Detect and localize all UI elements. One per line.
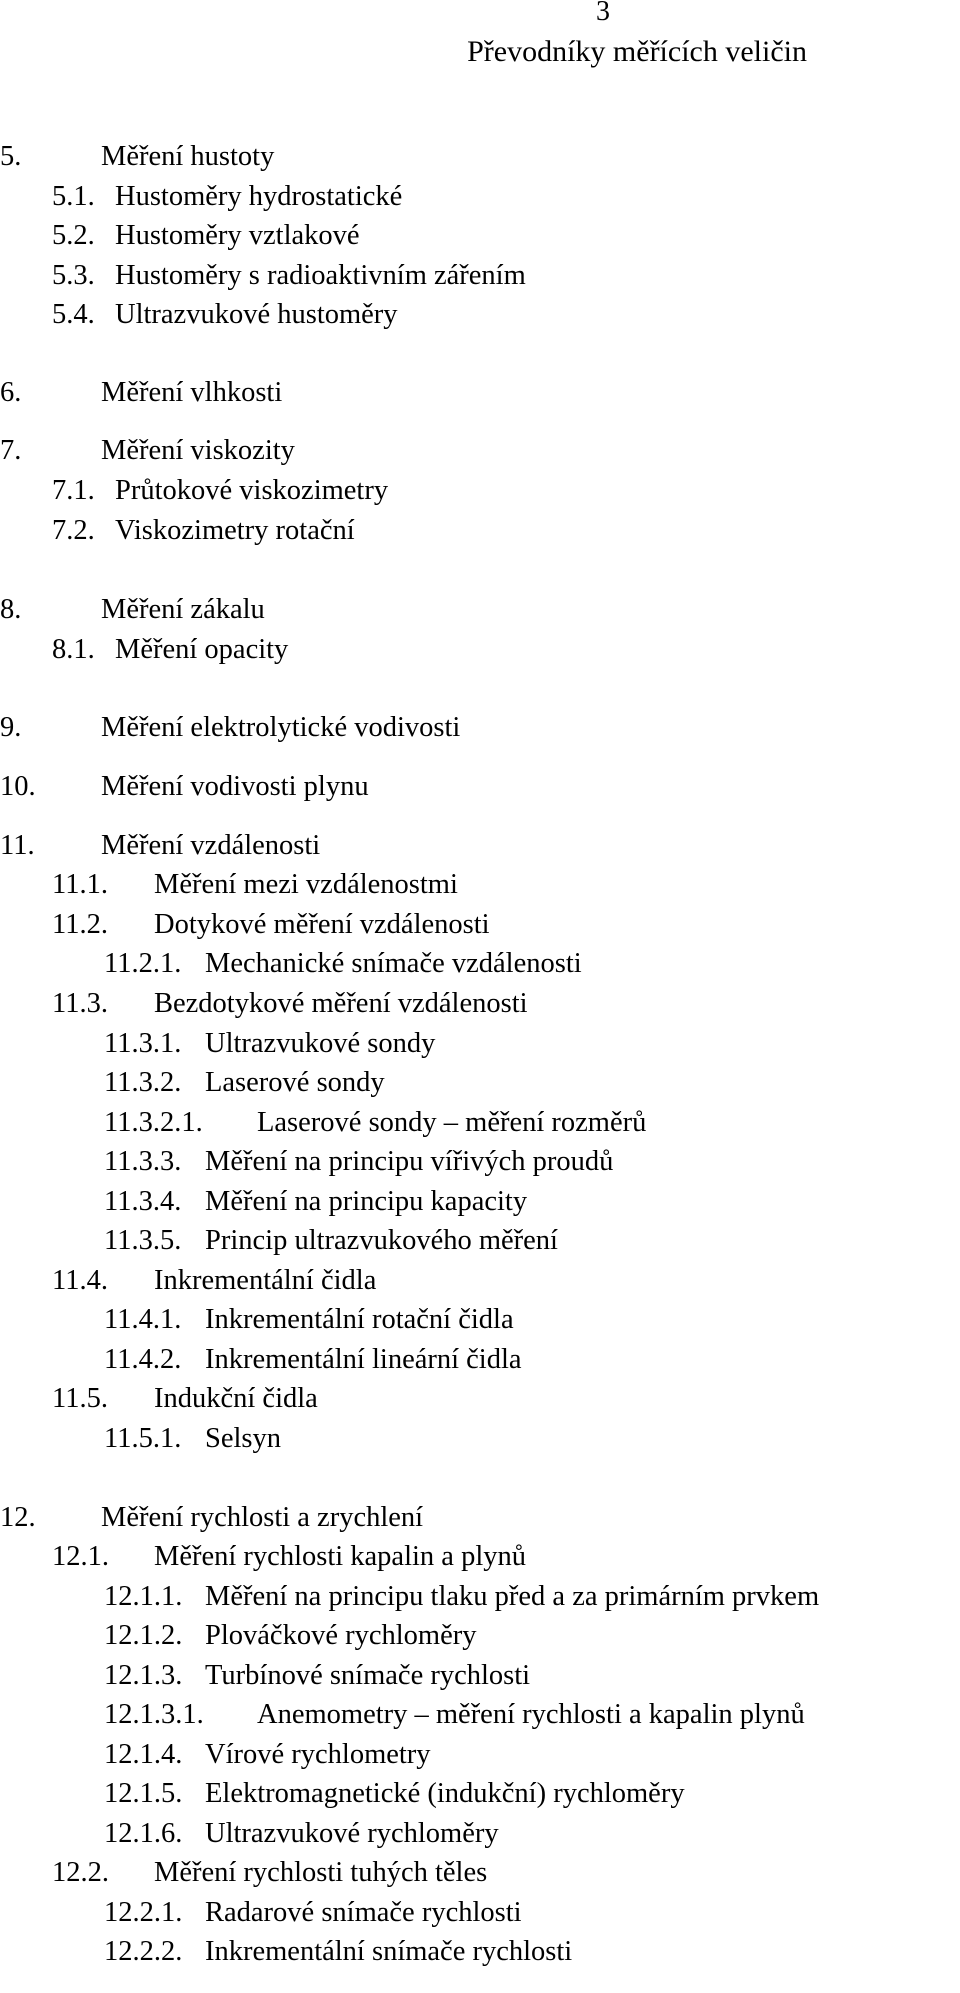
toc-entry-number: 12.1.6.	[104, 1818, 183, 1849]
toc-entry-title: Indukční čidla	[154, 1383, 318, 1414]
page-number: 3	[596, 0, 610, 27]
toc-entry-number: 5.	[0, 141, 22, 172]
toc-entry-number: 8.1.	[52, 634, 95, 665]
toc-entry-number: 11.5.	[52, 1383, 108, 1414]
toc-entry-number: 12.1.4.	[104, 1739, 183, 1770]
toc-entry-number: 11.3.	[52, 988, 108, 1019]
toc-entry-number: 9.	[0, 712, 22, 743]
toc-entry-number: 6.	[0, 377, 22, 408]
toc-entry-number: 11.4.2.	[104, 1344, 182, 1375]
toc-entry-title: Měření vodivosti plynu	[101, 771, 369, 802]
toc-entry-number: 12.1.	[52, 1541, 109, 1572]
toc-entry-title: Inkrementální lineární čidla	[205, 1344, 522, 1375]
toc-entry-title: Laserové sondy – měření rozměrů	[257, 1107, 647, 1138]
toc-entry-number: 12.2.	[52, 1857, 109, 1888]
toc-entry-title: Bezdotykové měření vzdálenosti	[154, 988, 528, 1019]
toc-entry-title: Viskozimetry rotační	[115, 515, 355, 546]
toc-entry-title: Měření rychlosti tuhých těles	[154, 1857, 488, 1888]
toc-entry-number: 11.3.2.	[104, 1067, 182, 1098]
toc-entry-title: Inkrementální snímače rychlosti	[205, 1936, 573, 1967]
toc-entry-title: Měření rychlosti kapalin a plynů	[154, 1541, 526, 1572]
toc-entry-title: Měření hustoty	[101, 141, 275, 172]
toc-entry-number: 12.1.2.	[104, 1620, 183, 1651]
toc-entry-number: 7.2.	[52, 515, 95, 546]
toc-entry-number: 11.2.	[52, 909, 108, 940]
toc-entry-title: Ultrazvukové hustoměry	[115, 299, 398, 330]
toc-entry-title: Průtokové viskozimetry	[115, 475, 389, 506]
toc-entry-number: 5.3.	[52, 260, 95, 291]
toc-entry-number: 11.4.1.	[104, 1304, 182, 1335]
toc-entry-title: Hustoměry vztlakové	[115, 220, 360, 251]
toc-entry-number: 11.	[0, 830, 35, 861]
toc-entry-title: Měření zákalu	[101, 594, 265, 625]
toc-entry-title: Měření viskozity	[101, 435, 295, 466]
toc-entry-title: Dotykové měření vzdálenosti	[154, 909, 490, 940]
toc-entry-number: 7.1.	[52, 475, 95, 506]
toc-entry-title: Hustoměry s radioaktivním zářením	[115, 260, 526, 291]
toc-entry-title: Měření vzdálenosti	[101, 830, 321, 861]
toc-entry-title: Měření vlhkosti	[101, 377, 283, 408]
toc-entry-title: Hustoměry hydrostatické	[115, 181, 403, 212]
toc-entry-number: 11.1.	[52, 869, 108, 900]
toc-entry-title: Měření elektrolytické vodivosti	[101, 712, 461, 743]
toc-entry-number: 11.3.1.	[104, 1028, 182, 1059]
toc-entry-title: Měření mezi vzdálenostmi	[154, 869, 458, 900]
toc-entry-title: Princip ultrazvukového měření	[205, 1225, 558, 1256]
toc-entry-number: 11.4.	[52, 1265, 108, 1296]
toc-entry-title: Inkrementální rotační čidla	[205, 1304, 514, 1335]
toc-entry-title: Měření opacity	[115, 634, 289, 665]
toc-entry-number: 12.1.3.1.	[104, 1699, 204, 1730]
toc-entry-number: 11.3.2.1.	[104, 1107, 203, 1138]
toc-entry-number: 12.	[0, 1502, 36, 1533]
toc-entry-title: Ultrazvukové rychloměry	[205, 1818, 499, 1849]
toc-entry-number: 11.3.4.	[104, 1186, 182, 1217]
toc-entry-title: Měření na principu tlaku před a za primárním prvkem	[205, 1581, 820, 1612]
toc-entry-number: 12.1.3.	[104, 1660, 183, 1691]
toc-entry-title: Inkrementální čidla	[154, 1265, 377, 1296]
toc-entry-number: 5.1.	[52, 181, 95, 212]
toc-entry-number: 12.1.1.	[104, 1581, 183, 1612]
page-header: Převodníky měřících veličin	[467, 35, 807, 68]
toc-entry-number: 5.2.	[52, 220, 95, 251]
toc-entry-title: Měření na principu kapacity	[205, 1186, 528, 1217]
toc-entry-title: Mechanické snímače vzdálenosti	[205, 948, 582, 979]
toc-entry-number: 11.5.1.	[104, 1423, 182, 1454]
toc-entry-title: Měření rychlosti a zrychlení	[101, 1502, 424, 1533]
toc-entry-title: Selsyn	[205, 1423, 282, 1454]
toc-entry-title: Vírové rychlometry	[205, 1739, 431, 1770]
toc-entry-title: Laserové sondy	[205, 1067, 385, 1098]
toc-entry-number: 7.	[0, 435, 22, 466]
toc-entry-number: 11.3.5.	[104, 1225, 182, 1256]
toc-entry-number: 8.	[0, 594, 22, 625]
toc-entry-number: 12.1.5.	[104, 1778, 183, 1809]
toc-entry-title: Radarové snímače rychlosti	[205, 1897, 522, 1928]
toc-entry-number: 12.2.2.	[104, 1936, 183, 1967]
toc-entry-number: 11.2.1.	[104, 948, 182, 979]
toc-entry-number: 5.4.	[52, 299, 95, 330]
toc-entry-title: Elektromagnetické (indukční) rychloměry	[205, 1778, 685, 1809]
toc-entry-number: 12.2.1.	[104, 1897, 183, 1928]
toc-entry-title: Anemometry – měření rychlosti a kapalin plynů	[257, 1699, 805, 1730]
toc-entry-number: 10.	[0, 771, 36, 802]
toc-entry-title: Ultrazvukové sondy	[205, 1028, 436, 1059]
toc-entry-title: Plováčkové rychloměry	[205, 1620, 477, 1651]
toc-entry-title: Turbínové snímače rychlosti	[205, 1660, 531, 1691]
toc-entry-title: Měření na principu vířivých proudů	[205, 1146, 614, 1177]
toc-entry-number: 11.3.3.	[104, 1146, 182, 1177]
